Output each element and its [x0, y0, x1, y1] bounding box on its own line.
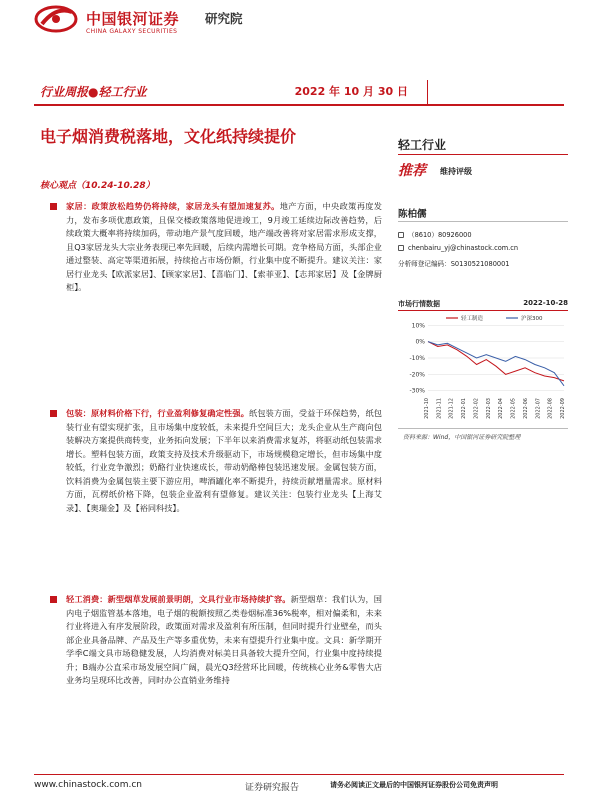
- bar-divider: [427, 80, 428, 106]
- rating-recommend: 推荐: [398, 163, 426, 179]
- chart-date: 2022-10-28: [523, 299, 568, 307]
- paragraph-subhead: 原材料价格下行，行业盈利修复确定性强。: [90, 408, 250, 418]
- email-icon: [398, 245, 404, 251]
- report-date: 2022 年 10 月 30 日: [294, 85, 408, 98]
- report-type: 行业周报●轻工行业: [40, 85, 147, 99]
- paragraph-packaging: [44, 407, 382, 590]
- paragraph-head: 包装：: [66, 408, 91, 418]
- footer-label: 证券研究报告: [245, 783, 300, 793]
- footer-disclaimer: 请务必阅读正文最后的中国银河证券股份公司免责声明: [330, 781, 498, 789]
- chart-divider: [398, 428, 568, 429]
- bullet-icon: [50, 596, 57, 603]
- legend-label: 沪深300: [521, 316, 543, 322]
- galaxy-logo-icon: [34, 4, 78, 34]
- analyst-email[interactable]: [398, 244, 518, 252]
- x-tick-label: 2022-06: [522, 398, 529, 419]
- x-tick-label: 2022-07: [535, 398, 542, 419]
- phone-text: （8610）80926000: [408, 231, 472, 239]
- paragraph-text: 新型烟草：我们认为，国内电子烟监管基本落地，电子烟的税额按照乙类卷烟标准36%税率，相对偏柔和，未来行业将进入有序发展阶段，政策面对需求及盈利有所压制，但同时提升行业壁垒，而头部企业具备品牌、产品及生产等多重优势，未来有望提升行业集中度。文具：新学期开学季C端文具市场稳健发展，人均消费对标美日具备较大提升空间，行业集中度持续提升；B端办公直采市场发展空间广阔，晨光Q3经营环比回暖，传统核心业务&零售大店业务均呈现环比改善，同时办公直销业务维持: [66, 594, 382, 685]
- footer-divider: [34, 774, 564, 775]
- x-tick-label: 2021-10: [424, 398, 430, 419]
- paragraph-text: 纸包装方面，受益于环保趋势，纸包装行业有望实现扩张，且市场集中度较低，未来提升空间巨大；龙头企业从生产商向包装解决方案提供商转变，业务拓向发展；下半年以来消费需求复苏，将驱动纸包装需求增长。塑料包装方面，政策支持及技术升级驱动下，市场规模稳定增长，但市场集中度较低，行业竞争激烈；奶酪行业快速成长，带动奶酪棒包装迅速发展。金属包装方面，饮料消费为金属包装主要下游应用，啤酒罐化率不断提升，持续贡献增量需求。原材料方面，瓦楞纸价格下降，包装企业盈利有望修复。建议关注：包装行业龙头【上海艾录】、【奥瑞金】及【裕同科技】。: [66, 408, 382, 513]
- x-tick-label: 2022-04: [498, 398, 505, 419]
- legend-label: 轻工制造: [461, 316, 484, 322]
- x-tick-label: 2022-01: [461, 398, 468, 419]
- chart-divider: [398, 310, 568, 311]
- paragraph-text: 地产方面，中央政策再度发力，发布多项优惠政策，且保交楼政策落地促进竣工，9月竣工延续边际改善趋势，后续政策大概率将持续加码，带动地产景气度回暖，地产端改善将对家居需求形成支撑，且Q3家居龙头大宗业务表现已率先回暖，后续内需增长可期。竞争格局方面，头部企业通过整装、高定等渠道拓展，持续抢占市场份额，行业集中度不断提升。建议关注：家居行业龙头【欧派家居】、【顾家家居】、【喜临门】、【索菲亚】、【志邦家居】及【金牌厨柜】。: [66, 201, 382, 292]
- sidebar-sector: 轻工行业: [398, 138, 447, 152]
- y-tick-label: -20%: [409, 371, 425, 379]
- x-tick-label: 2021-12: [448, 398, 455, 419]
- paragraph-head: 家居：: [66, 201, 92, 211]
- chart-source: 资料来源：Wind，中国银河证券研究院整理: [403, 434, 521, 441]
- sidebar-divider: [398, 154, 568, 155]
- email-text[interactable]: chenbairu_yj@chinastock.com.cn: [408, 244, 519, 252]
- report-type-bar: [34, 80, 564, 106]
- paragraph-subhead: 新型烟草发展前景明朗，文具行业市场持续扩容。: [107, 594, 291, 604]
- series-line-0: [428, 342, 564, 381]
- analyst-name: 陈柏儒: [398, 209, 427, 220]
- rating-status: 维持评级: [440, 167, 472, 176]
- chart-header: [398, 299, 568, 309]
- phone-icon: [398, 232, 404, 238]
- report-title: 电子烟消费税落地，文化纸持续提价: [40, 127, 297, 146]
- x-tick-label: 2022-02: [473, 398, 480, 419]
- x-tick-label: 2022-05: [510, 398, 517, 419]
- market-chart: [398, 312, 568, 430]
- institute-label: 研究院: [205, 11, 243, 26]
- y-tick-label: -30%: [409, 387, 425, 395]
- bullet-icon: [50, 410, 57, 417]
- x-tick-label: 2022-09: [560, 398, 566, 419]
- analyst-cert: 分析师登记编码：S0130521080001: [398, 260, 510, 268]
- chart-title: 市场行情数据: [398, 300, 440, 308]
- paragraph-subhead: 政策放松趋势仍将持续，家居龙头有望加速复苏。: [91, 201, 280, 211]
- x-tick-label: 2021-11: [436, 398, 443, 419]
- y-tick-label: 10%: [411, 322, 425, 330]
- series-line-1: [428, 342, 564, 386]
- paragraph-consumer: [44, 593, 382, 711]
- bullet-icon: [50, 203, 57, 210]
- y-tick-label: 0%: [415, 338, 425, 346]
- analyst-phone: [398, 229, 472, 239]
- sidebar-divider: [398, 221, 568, 222]
- x-tick-label: 2022-08: [547, 398, 554, 419]
- brand-name-en: CHINA GALAXY SECURITIES: [86, 28, 178, 35]
- core-view-heading: 核心观点（10.24-10.28）: [40, 181, 155, 191]
- y-tick-label: -10%: [409, 355, 425, 362]
- footer-url[interactable]: www.chinastock.com.cn: [34, 780, 142, 790]
- paragraph-head: 轻工消费：: [66, 594, 108, 604]
- brand-name: 中国银河证券: [86, 10, 180, 28]
- paragraph-home: [44, 200, 382, 404]
- x-tick-label: 2022-03: [485, 398, 492, 419]
- main-body: [44, 200, 382, 714]
